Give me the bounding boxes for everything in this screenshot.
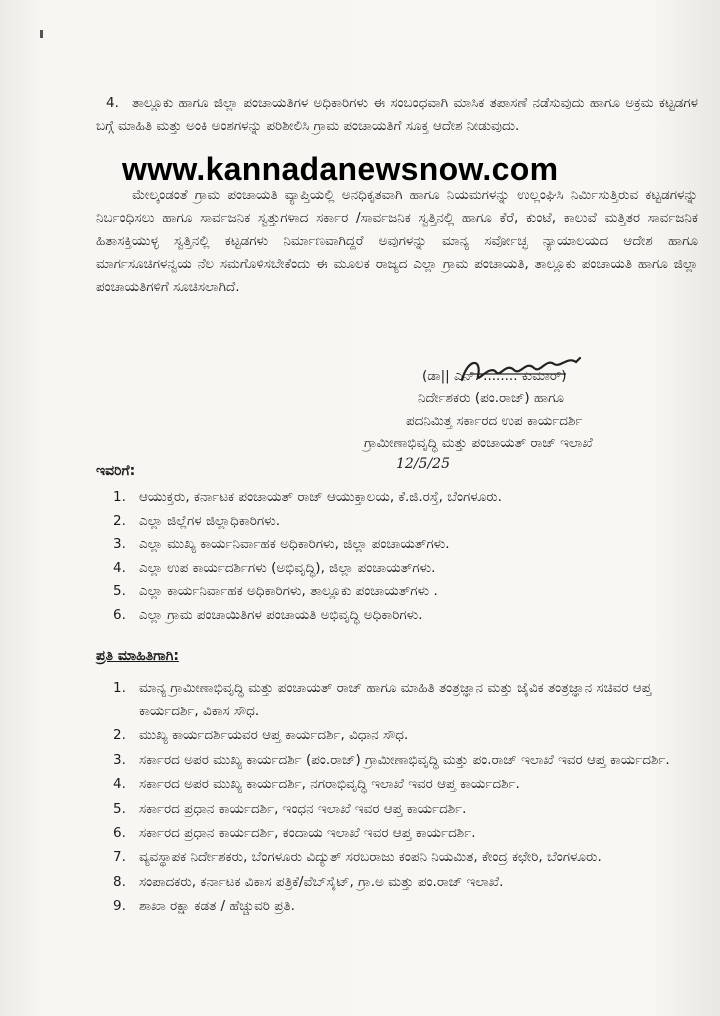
copies-heading: ಪ್ರತಿ ಮಾಹಿತಿಗಾಗಿ: xyxy=(96,648,179,664)
copy-item: 3. ಸರ್ಕಾರದ ಅಪರ ಮುಖ್ಯ ಕಾರ್ಯದರ್ಶಿ (ಪಂ.ರಾಜ್) ಗ್ರಾಮೀಣಾಭಿವೃದ್ಧಿ ಮತ್ತು ಪಂ.ರಾಜ್ ಇಲಾಖೆ ಇವರ ಆಪ್ತ ಕಾರ್ಯದರ್ಶಿ. xyxy=(113,751,670,768)
main-paragraph: ಮೇಲ್ಕಂಡಂತೆ ಗ್ರಾಮ ಪಂಚಾಯತಿ ವ್ಯಾಪ್ತಿಯಲ್ಲಿ ಅನಧಿಕೃತವಾಗಿ ಹಾಗೂ ನಿಯಮಗಳನ್ನು ಉಲ್ಲಂಘಿಸಿ ನಿರ್ಮಿಸುತ್ತಿರುವ ಕಟ್ಟಡಗಳನ್ನು ನಿರ್ಬಂಧಿಸಲು ಹಾಗೂ ಸಾರ್ವಜನಿಕ ಸ್ವತ್ತುಗಳಾದ ಸರ್ಕಾರ /ಸಾರ್ವಜನಿಕ ಸ್ವತ್ತಿನಲ್ಲಿ ಹಾಗೂ ಕೆರೆ, ಕುಂಟೆ, ಕಾಲುವೆ ಮತ್ತಿತರ ಸಾರ್ವಜನಿಕ ಹಿತಾಸಕ್ತಿಯುಳ್ಳ ಸ್ವತ್ತಿನಲ್ಲಿ ಕಟ್ಟಡಗಳು ನಿರ್ಮಾಣವಾಗಿದ್ದರೆ ಅವುಗಳನ್ನು ಮಾನ್ಯ ಸರ್ವೋಚ್ಛ ನ್ಯಾಯಾಲಯದ ಆದೇಶ ಹಾಗೂ ಮಾರ್ಗಸೂಚಿಗಳನ್ವಯ ನೆಲ ಸಮಗೊಳಿಸಬೇಕೆಂದು ಈ ಮೂಲಕ ರಾಜ್ಯದ ಎಲ್ಲಾ ಗ್ರಾಮ ಪಂಚಾಯತಿ, ತಾಲ್ಲೂಕು ಪಂಚಾಯತಿ ಹಾಗೂ ಜಿಲ್ಲಾ ಪಂಚಾಯತಿಗಳಿಗೆ ಸೂಚಿಸಲಾಗಿದೆ. xyxy=(96,187,698,295)
recipient-item: 3. ಎಲ್ಲಾ ಮುಖ್ಯ ಕಾರ್ಯನಿರ್ವಾಹಕ ಅಧಿಕಾರಿಗಳು, ಜಿಲ್ಲಾ ಪಂಚಾಯತ್‌ಗಳು. xyxy=(113,536,450,553)
signatory-designation-1: ನಿರ್ದೇಶಕರು (ಪಂ.ರಾಜ್) ಹಾಗೂ xyxy=(418,390,564,406)
copy-item: 7. ವ್ಯವಸ್ಥಾಪಕ ನಿರ್ದೇಶಕರು, ಬೆಂಗಳೂರು ವಿದ್ಯುತ್ ಸರಬರಾಜು ಕಂಪನಿ ನಿಯಮಿತ, ಕೇಂದ್ರ ಕಛೇರಿ, ಬೆಂಗಳೂರು. xyxy=(113,849,602,866)
copy-item: 9. ಶಾಖಾ ರಕ್ಷಾ ಕಡತ / ಹೆಚ್ಚುವರಿ ಪ್ರತಿ. xyxy=(113,898,295,915)
copy-item: 1. ಮಾನ್ಯ ಗ್ರಾಮೀಣಾಭಿವೃದ್ಧಿ ಮತ್ತು ಪಂಚಾಯತ್ ರಾಜ್ ಹಾಗೂ ಮಾಹಿತಿ ತಂತ್ರಜ್ಞಾನ ಮತ್ತು ಜೈವಿಕ ತಂತ್ರಜ್ಞಾನ ಸಚಿವರ ಆಪ್ತ ಕಾರ್ಯದರ್ಶಿ, ವಿಕಾಸ ಸೌಧ. xyxy=(113,680,652,719)
recipient-item: 2. ಎಲ್ಲಾ ಜಿಲ್ಲೆಗಳ ಜಿಲ್ಲಾಧಿಕಾರಿಗಳು. xyxy=(113,512,281,529)
point-4-text: ತಾಲ್ಲೂಕು ಹಾಗೂ ಜಿಲ್ಲಾ ಪಂಚಾಯತಿಗಳ ಅಧಿಕಾರಿಗಳು ಈ ಸಂಬಂಧವಾಗಿ ಮಾಸಿಕ ತಪಾಸಣೆ ನಡೆಸುವುದು ಹಾಗೂ ಅಕ್ರಮ ಕಟ್ಟಡಗಳ ಬಗ್ಗೆ ಮಾಹಿತಿ ಮತ್ತು ಅಂಕಿ ಅಂಶಗಳನ್ನು ಪರಿಶೀಲಿಸಿ ಗ್ರಾಮ ಪಂಚಾಯತಿಗೆ ಸೂಕ್ತ ಆದೇಶ ನೀಡುವುದು. xyxy=(96,95,698,134)
signatory-name: (ಡಾ|| ಎನ್. ........ ಕುಮಾರ್) xyxy=(422,368,567,384)
recipient-item: 1. ಆಯುಕ್ತರು, ಕರ್ನಾಟಕ ಪಂಚಾಯತ್ ರಾಜ್ ಆಯುಕ್ತಾಲಯ, ಕೆ.ಜಿ.ರಸ್ತೆ, ಬೆಂಗಳೂರು. xyxy=(113,489,502,505)
recipient-item: 6. ಎಲ್ಲಾ ಗ್ರಾಮ ಪಂಚಾಯಿತಿಗಳ ಪಂಚಾಯತಿ ಅಭಿವೃದ್ಧಿ ಅಧಿಕಾರಿಗಳು. xyxy=(113,606,423,623)
scan-mark xyxy=(40,30,43,38)
point-4-paragraph xyxy=(96,92,698,138)
recipient-item: 4. ಎಲ್ಲಾ ಉಪ ಕಾರ್ಯದರ್ಶಿಗಳು (ಅಭಿವೃದ್ಧಿ), ಜಿಲ್ಲಾ ಪಂಚಾಯತ್‌ಗಳು. xyxy=(113,559,436,576)
signatory-department: ಗ್ರಾಮೀಣಾಭಿವೃದ್ಧಿ ಮತ್ತು ಪಂಚಾಯತ್ ರಾಜ್ ಇಲಾಖೆ xyxy=(364,435,593,451)
copy-item: 6. ಸರ್ಕಾರದ ಪ್ರಧಾನ ಕಾರ್ಯದರ್ಶಿ, ಕಂದಾಯ ಇಲಾಖೆ ಇವರ ಆಪ್ತ ಕಾರ್ಯದರ್ಶಿ. xyxy=(113,824,476,841)
copy-item: 5. ಸರ್ಕಾರದ ಪ್ರಧಾನ ಕಾರ್ಯದರ್ಶಿ, ಇಂಧನ ಇಲಾಖೆ ಇವರ ಆಪ್ತ ಕಾರ್ಯದರ್ಶಿ. xyxy=(113,800,467,817)
recipient-item: 5. ಎಲ್ಲಾ ಕಾರ್ಯನಿರ್ವಾಹಕ ಅಧಿಕಾರಿಗಳು, ತಾಲ್ಲೂಕು ಪಂಚಾಯತ್‌ಗಳು . xyxy=(113,583,438,600)
signature-date: 12/5/25 xyxy=(396,456,450,472)
copies-list xyxy=(113,677,698,920)
recipients-list xyxy=(113,486,683,628)
copy-item: 2. ಮುಖ್ಯ ಕಾರ್ಯದರ್ಶಿಯವರ ಆಪ್ತ ಕಾರ್ಯದರ್ಶಿ, ವಿಧಾನ ಸೌಧ. xyxy=(113,727,409,744)
signatory-designation-2: ಪದನಿಮಿತ್ತ ಸರ್ಕಾರದ ಉಪ ಕಾರ್ಯದರ್ಶಿ xyxy=(406,413,583,429)
recipients-heading: ಇವರಿಗೆ: xyxy=(96,463,136,479)
copy-item: 8. ಸಂಪಾದಕರು, ಕರ್ನಾಟಕ ವಿಕಾಸ ಪತ್ರಿಕೆ/ವೆಬ್‌ಸೈಟ್, ಗ್ರಾ.ಅ ಮತ್ತು ಪಂ.ರಾಜ್ ಇಲಾಖೆ. xyxy=(113,873,504,890)
point-4-number: 4. xyxy=(106,95,119,111)
copy-item: 4. ಸರ್ಕಾರದ ಅಪರ ಮುಖ್ಯ ಕಾರ್ಯದರ್ಶಿ, ನಗರಾಭಿವೃದ್ಧಿ ಇಲಾಖೆ ಇವರ ಆಪ್ತ ಕಾರ್ಯದರ್ಶಿ. xyxy=(113,776,520,793)
watermark-url: www.kannadanewsnow.com xyxy=(122,151,559,187)
